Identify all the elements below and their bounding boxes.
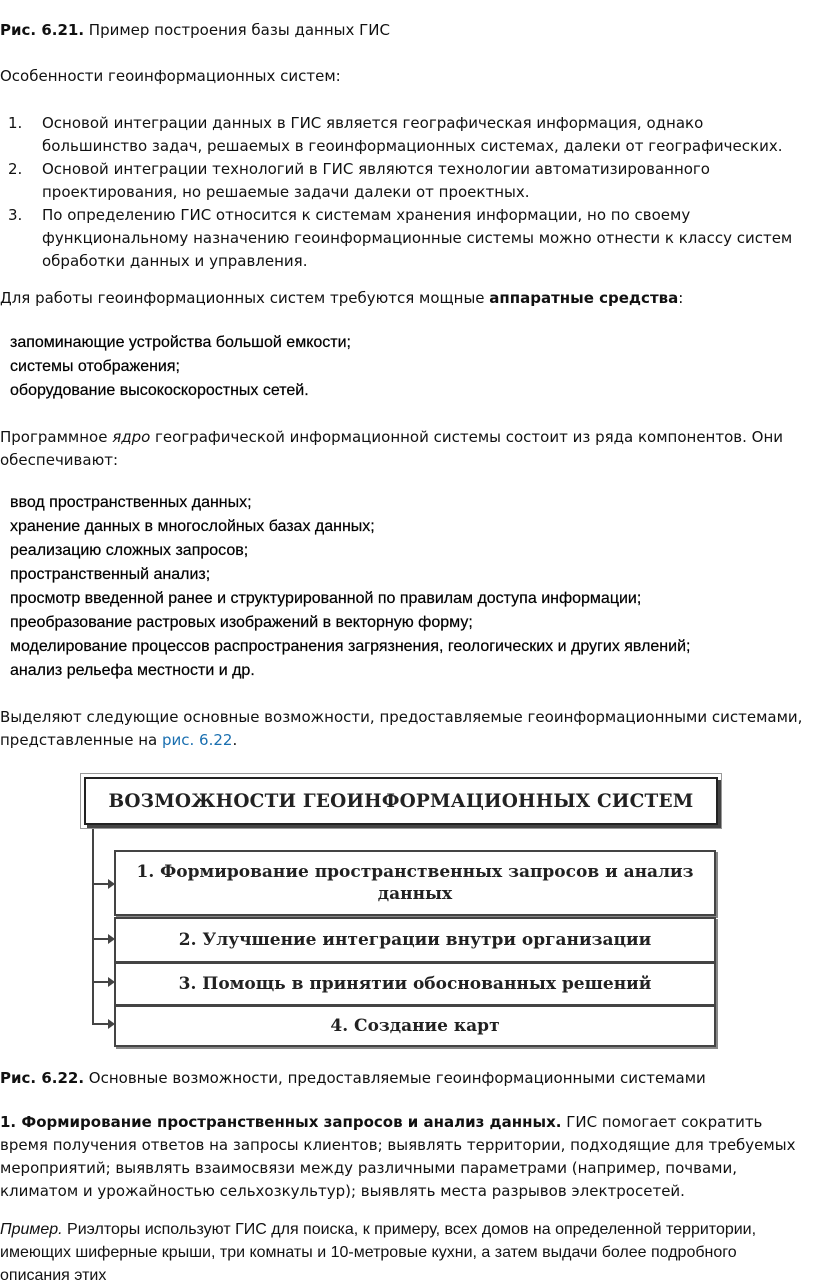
- capabilities-intro: [0, 706, 810, 752]
- capabilities-text: Выделяют следующие основные возможности, предоставляемые геоинформационными системами, представленные на: [0, 708, 803, 749]
- list-item-text: Основой интеграции технологий в ГИС являются технологии автоматизированного проектирования, но решаемые задачи далеки от проектных.: [42, 160, 710, 201]
- list-item: хранение данных в многослойных базах данных;: [10, 518, 375, 535]
- list-number: 3.: [8, 206, 23, 224]
- figure-label: Рис. 6.22.: [0, 1069, 85, 1087]
- list-item-text: Основой интеграции данных в ГИС является географическая информация, однако большинство задач, решаемых в геоинформационных системах, далеки от географических.: [42, 114, 783, 155]
- example-label: Пример.: [0, 1221, 63, 1238]
- list-item: [0, 158, 810, 204]
- list-item: анализ рельефа местности и др.: [10, 662, 255, 679]
- figure-caption-text: Пример построения базы данных ГИС: [84, 21, 390, 39]
- diagram-box-3: 3. Помощь в принятии обоснованных решений: [114, 962, 716, 1006]
- capabilities-period: .: [232, 731, 238, 749]
- example-text: Риэлторы используют ГИС для поиска, к примеру, всех домов на определенной территории, имеющих шиферные крыши, три комнаты и 10-метровые кухни, а затем выдачи более подробного описания этих: [0, 1221, 757, 1284]
- figure-6-22-link[interactable]: рис. 6.22: [161, 731, 233, 749]
- list-item: моделирование процессов распространения загрязнения, геологических и других явлений;: [10, 638, 691, 655]
- arrow-icon: [93, 883, 113, 885]
- arrow-icon: [93, 1023, 113, 1025]
- diagram-title: ВОЗМОЖНОСТИ ГЕОИНФОРМАЦИОННЫХ СИСТЕМ: [84, 777, 718, 825]
- section-1-heading: 1. Формирование пространственных запросов и анализ данных.: [0, 1113, 562, 1131]
- arrow-icon: [93, 938, 113, 940]
- figure-caption-text: Основные возможности, предоставляемые геоинформационными системами: [84, 1069, 706, 1087]
- features-list: [0, 112, 810, 273]
- hardware-list: [10, 331, 351, 403]
- list-item: ввод пространственных данных;: [10, 494, 252, 511]
- features-heading: Особенности геоинформационных систем:: [0, 67, 341, 85]
- list-item-text: По определению ГИС относится к системам хранения информации, но по своему функциональному назначению геоинформационные системы можно отнести к классу систем обработки данных и управления.: [42, 206, 793, 270]
- hardware-paragraph: [0, 287, 810, 310]
- list-item: [0, 204, 810, 273]
- list-item: [0, 112, 810, 158]
- software-list: [10, 491, 690, 683]
- example-paragraph: [0, 1218, 810, 1287]
- list-item: системы отображения;: [10, 358, 180, 375]
- diagram-box-4: 4. Создание карт: [114, 1005, 716, 1047]
- diagram-box-2: 2. Улучшение интеграции внутри организации: [114, 917, 716, 963]
- figure-label: Рис. 6.21.: [0, 21, 85, 39]
- list-item: запоминающие устройства большой емкости;: [10, 334, 351, 351]
- list-number: 2.: [8, 160, 23, 178]
- list-item: просмотр введенной ранее и структурированной по правилам доступа информации;: [10, 590, 642, 607]
- software-text-rest: географической информационной системы состоит из ряда компонентов. Они обеспечивают:: [0, 428, 784, 469]
- hardware-text: Для работы геоинформационных систем требуются мощные: [0, 289, 490, 307]
- list-number: 1.: [8, 114, 23, 132]
- software-paragraph: [0, 426, 810, 472]
- diagram-connector-line: [92, 829, 94, 1025]
- section-1-text: ГИС помогает сократить время получения ответов на запросы клиентов; выявлять территории, подходящие для требуемых мероприятий; выявлять взаимосвязи между различными параметрами (например, почвами, климатом и урожайностью сельхозкультур); выявлять места разрывов электросетей.: [0, 1113, 796, 1200]
- hardware-bold: аппаратные средства: [489, 289, 679, 307]
- diagram-box-1: 1. Формирование пространственных запросов и анализ данных: [114, 850, 716, 916]
- list-item: оборудование высокоскоростных сетей.: [10, 382, 309, 399]
- figure-6-22-caption: [0, 1067, 810, 1090]
- capabilities-diagram: [80, 773, 715, 1048]
- list-item: реализацию сложных запросов;: [10, 542, 249, 559]
- hardware-colon: :: [678, 289, 684, 307]
- list-item: преобразование растровых изображений в векторную форму;: [10, 614, 473, 631]
- figure-6-21-caption: [0, 19, 810, 42]
- list-item: пространственный анализ;: [10, 566, 211, 583]
- section-1-paragraph: [0, 1111, 810, 1203]
- arrow-icon: [93, 981, 113, 983]
- software-italic: ядро: [112, 428, 151, 446]
- software-text: Программное: [0, 428, 113, 446]
